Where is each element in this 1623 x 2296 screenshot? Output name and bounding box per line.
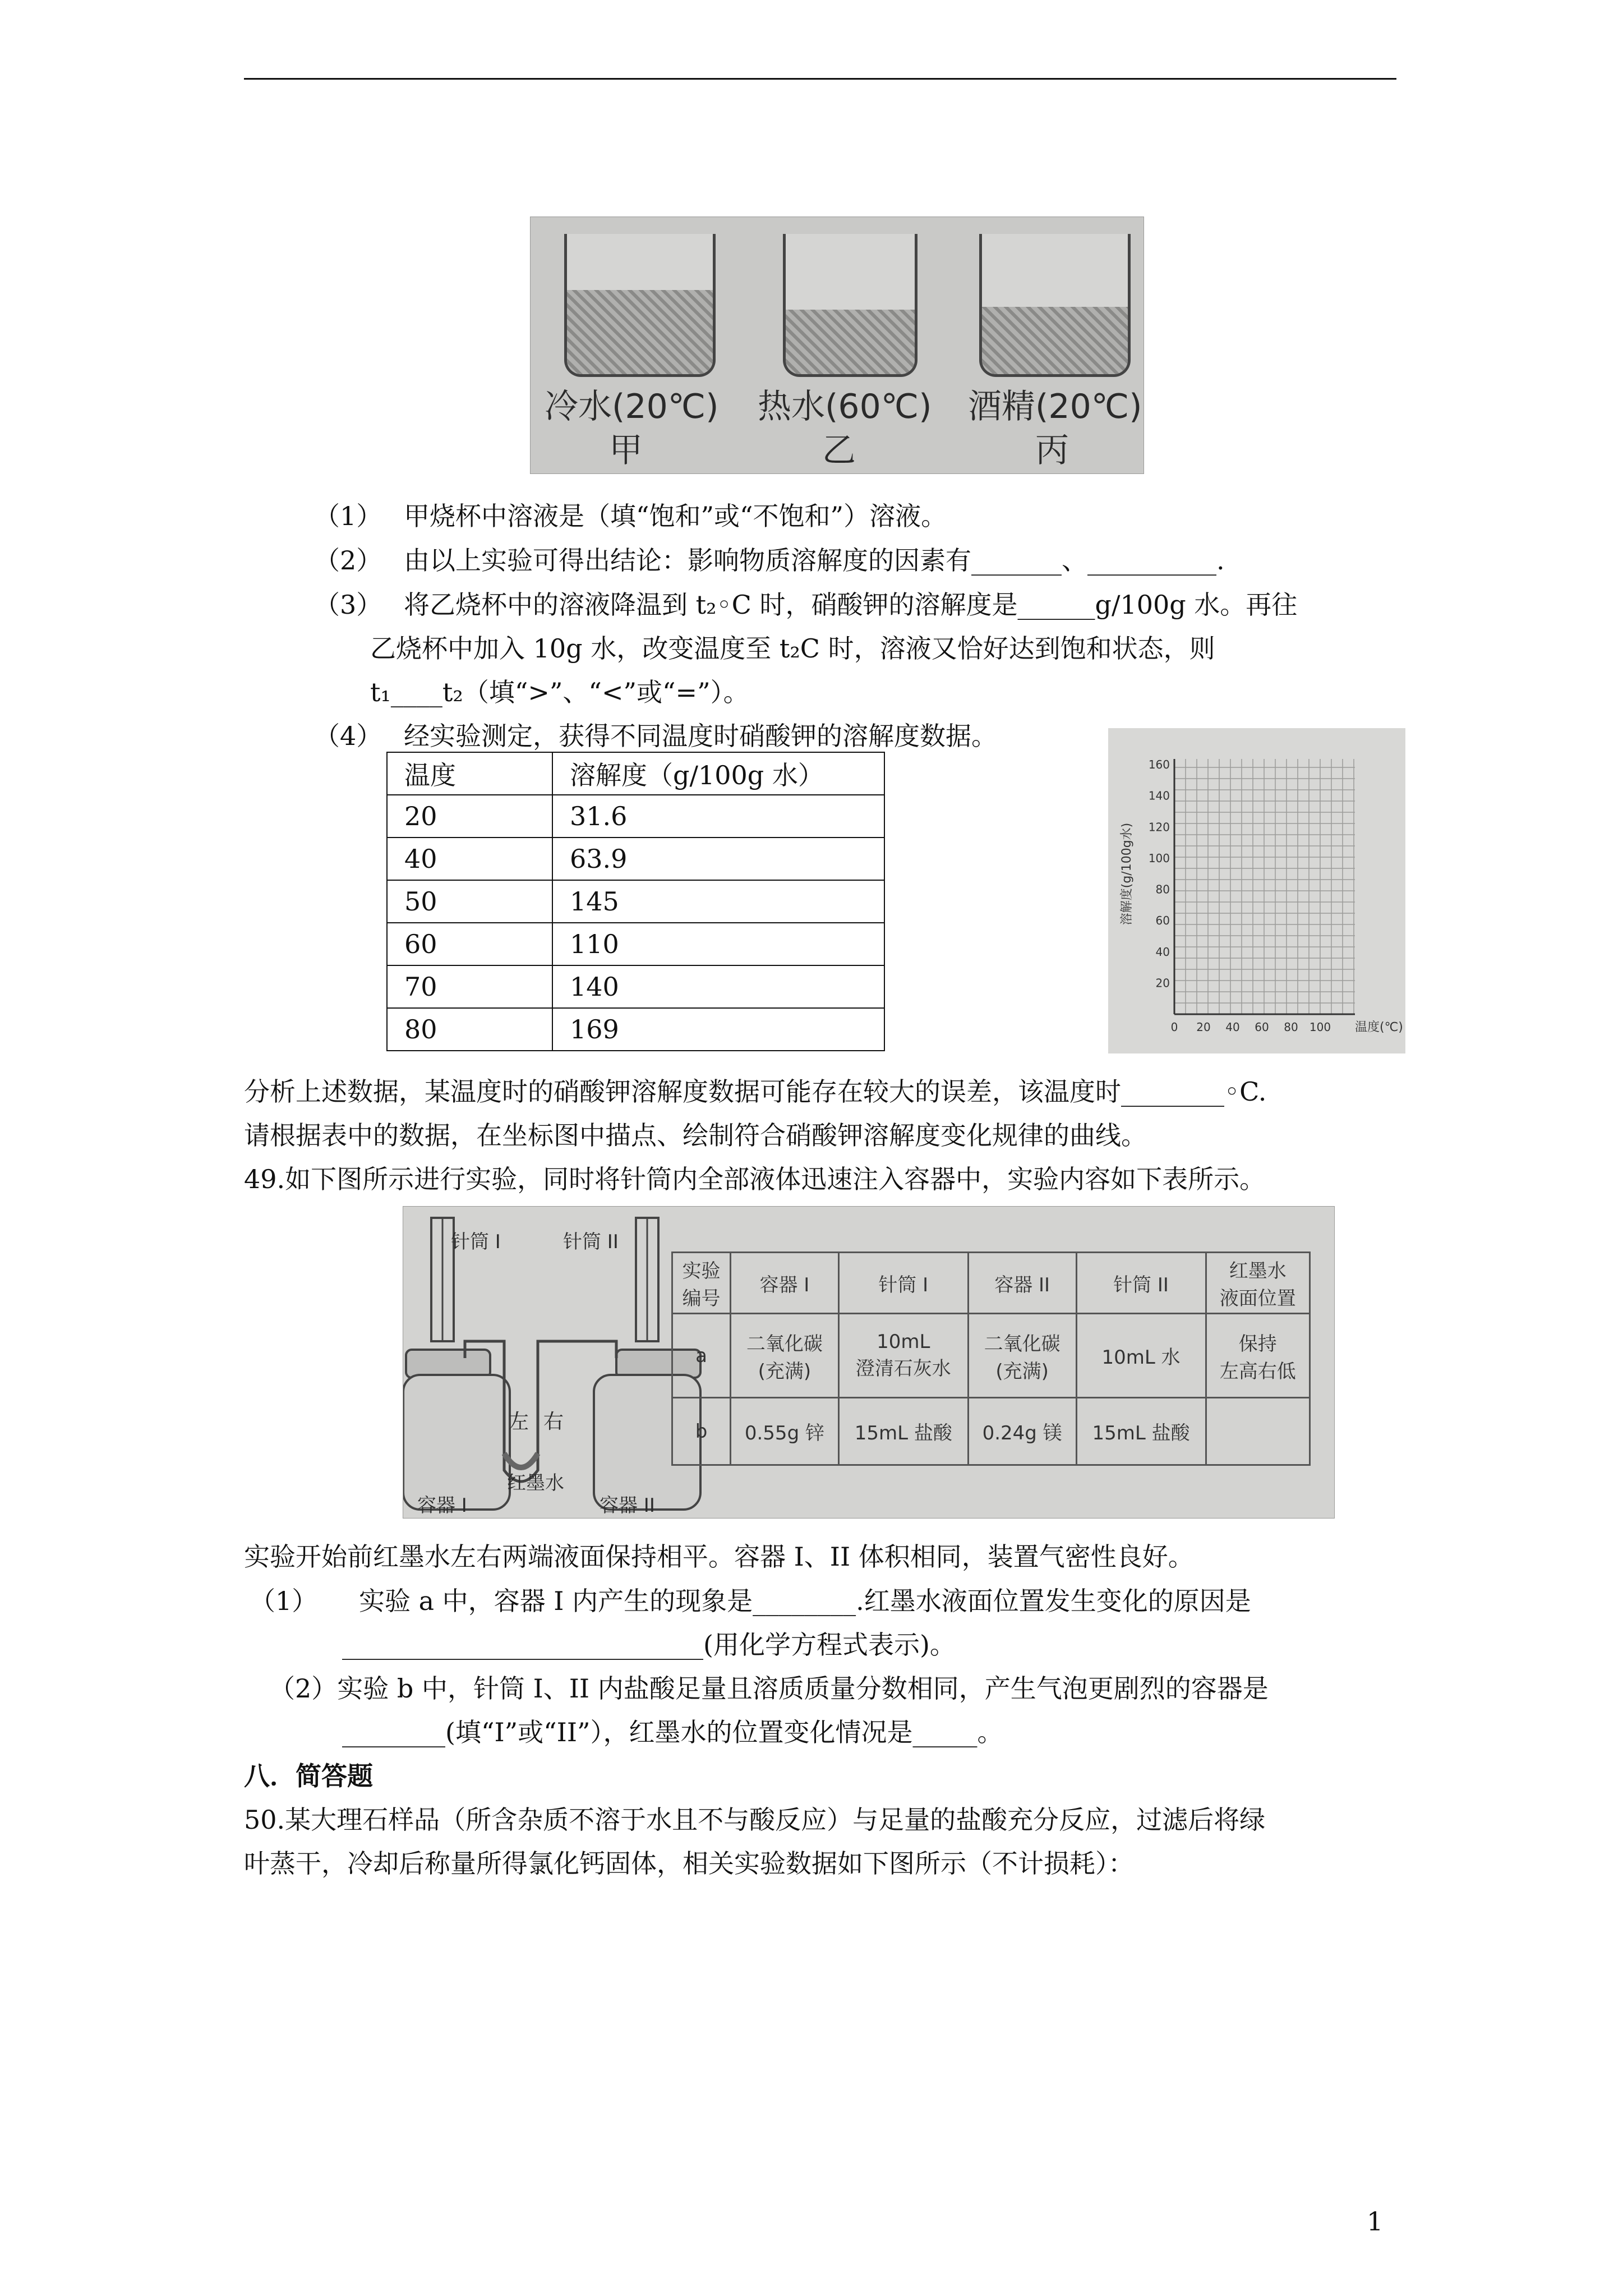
table-cell: 0.55g 锌 [731, 1398, 839, 1465]
table-row [387, 923, 884, 965]
table-cell: 10mL 澄清石灰水 [838, 1314, 968, 1398]
table-row [672, 1253, 1310, 1314]
y-tick-label: 20 [1155, 976, 1170, 990]
table-row [387, 965, 884, 1008]
table-cell: 0.24g 镁 [968, 1398, 1076, 1465]
table-cell: 二氧化碳 (充满) [731, 1314, 839, 1398]
table-cell: 15mL 盐酸 [1076, 1398, 1206, 1465]
y-tick-label: 160 [1148, 758, 1170, 771]
y-tick-label: 100 [1148, 851, 1170, 865]
ink-label: 红墨水 [507, 1472, 564, 1494]
right-label: 右 [543, 1410, 564, 1433]
table-row [387, 838, 884, 880]
table-cell: 110 [552, 923, 884, 965]
container-1-label: 容器 I [417, 1494, 467, 1517]
graph-x-label: 温度(℃) [1355, 1020, 1403, 1034]
table-cell: 140 [552, 965, 884, 1008]
y-tick-label: 80 [1155, 882, 1170, 896]
table-header: 温度 [387, 752, 552, 795]
q49-sub1-num: （1） [250, 1586, 318, 1616]
beaker-label-2: 热水(60℃) [758, 387, 932, 426]
x-tick-label: 40 [1225, 1020, 1240, 1034]
page-number: 1 [1367, 2206, 1384, 2237]
q49-sub1-line1: 实验 a 中，容器 I 内产生的现象是________.红墨水液面位置发生变化的原因是 [359, 1586, 1251, 1616]
graph-photo [1108, 728, 1405, 1053]
y-tick-label: 60 [1155, 914, 1170, 928]
q48-2-text: 由以上实验可得出结论：影响物质溶解度的因素有_______、__________. [404, 545, 1225, 576]
table-cell [1206, 1398, 1310, 1465]
table-row [672, 1398, 1310, 1465]
q48-4-num: （4） [314, 721, 382, 751]
table-cell: 70 [387, 965, 552, 1008]
q48-2-num: （2） [314, 545, 382, 576]
x-tick-label: 60 [1255, 1020, 1269, 1034]
syringe-2-label: 针筒 II [563, 1231, 619, 1253]
table-cell: a [672, 1314, 731, 1398]
table-row [387, 1008, 884, 1051]
table-cell: 15mL 盐酸 [838, 1398, 968, 1465]
beaker-label-1: 冷水(20℃) [545, 387, 719, 426]
table-cell: 60 [387, 923, 552, 965]
q48-3-cont2: t₁____t₂（填“>”、“<”或“=”）。 [370, 677, 749, 707]
table-cell: 二氧化碳 (充满) [968, 1314, 1076, 1398]
table-cell: 40 [387, 838, 552, 880]
left-label: 左 [509, 1410, 529, 1433]
apparatus-photo [403, 1206, 1335, 1519]
q48-3-cont1: 乙烧杯中加入 10g 水，改变温度至 t₂C 时，溶液又恰好达到饱和状态，则 [370, 633, 1215, 664]
beaker-jia [564, 234, 716, 377]
table-cell: 145 [552, 880, 884, 923]
q50-line2: 叶蒸干，冷却后称量所得氯化钙固体，相关实验数据如下图所示（不计损耗）： [244, 1848, 1134, 1879]
container-2-label: 容器 II [600, 1494, 655, 1517]
q48-analysis-1: 分析上述数据，某温度时的硝酸钾溶解度数据可能存在较大的误差，该温度时________◦C. [244, 1076, 1267, 1107]
table-cell: 63.9 [552, 838, 884, 880]
q50-line1: 50.某大理石样品（所含杂质不溶于水且不与酸反应）与足量的盐酸充分反应，过滤后将绿 [244, 1805, 1266, 1835]
solubility-table [386, 752, 885, 1051]
blank-coordinate-grid [1108, 728, 1405, 1053]
table-cell: 20 [387, 795, 552, 838]
table-cell: 169 [552, 1008, 884, 1051]
table-header: 红墨水 液面位置 [1206, 1253, 1310, 1314]
q48-analysis-2: 请根据表中的数据，在坐标图中描点、绘制符合硝酸钾溶解度变化规律的曲线。 [244, 1120, 1147, 1151]
q49-sub2-line1: （2）实验 b 中，针筒 I、II 内盐酸足量且溶质质量分数相同，产生气泡更剧烈的容器是 [269, 1673, 1269, 1704]
y-tick-label: 40 [1155, 945, 1170, 959]
q48-1-num: （1） [314, 501, 382, 531]
beaker-photo [530, 217, 1144, 474]
q49-title: 49.如下图所示进行实验，同时将针筒内全部液体迅速注入容器中，实验内容如下表所示。 [244, 1164, 1266, 1194]
x-tick-label: 80 [1284, 1020, 1298, 1034]
table-cell: 保持 左高右低 [1206, 1314, 1310, 1398]
q49-sub1-line2: ____________________________(用化学方程式表示)。 [342, 1630, 956, 1660]
section-8-heading: 八．简答题 [244, 1761, 373, 1791]
y-tick-label: 140 [1148, 789, 1170, 803]
table-header: 针筒 I [838, 1253, 968, 1314]
x-tick-label: 100 [1309, 1020, 1331, 1034]
q49-sub2-line2: ________(填“I”或“II”），红墨水的位置变化情况是_____。 [342, 1717, 1003, 1747]
table-row [387, 880, 884, 923]
table-header: 容器 II [968, 1253, 1076, 1314]
beaker-yi [783, 234, 917, 377]
beaker-label-3: 酒精(20℃) [968, 387, 1142, 426]
table-header: 溶解度（g/100g 水） [552, 752, 884, 795]
graph-y-label: 溶解度(g/100g水) [1120, 822, 1134, 926]
q49-note: 实验开始前红墨水左右两端液面保持相平。容器 I、II 体积相同，装置气密性良好。 [244, 1542, 1194, 1572]
beaker-bing [979, 234, 1131, 377]
table-header: 容器 I [731, 1253, 839, 1314]
table-cell: 10mL 水 [1076, 1314, 1206, 1398]
header-rule [244, 78, 1396, 80]
table-header: 实验 编号 [672, 1253, 731, 1314]
q48-3-text: 将乙烧杯中的溶液降温到 t₂◦C 时，硝酸钾的溶解度是______g/100g 水。再往 [404, 590, 1298, 620]
table-row [387, 752, 884, 795]
table-cell: 31.6 [552, 795, 884, 838]
x-tick-label: 20 [1196, 1020, 1211, 1034]
y-tick-label: 120 [1148, 820, 1170, 834]
table-cell: 80 [387, 1008, 552, 1051]
experiment-table [671, 1251, 1311, 1466]
x-tick-label: 0 [1170, 1020, 1178, 1034]
q48-4-text: 经实验测定，获得不同温度时硝酸钾的溶解度数据。 [404, 721, 997, 751]
beaker-sub-2: 乙 [822, 431, 856, 470]
q48-1-text: 甲烧杯中溶液是（填“饱和”或“不饱和”）溶液。 [404, 501, 947, 531]
beaker-sub-1: 甲 [609, 431, 643, 470]
syringe-1-label: 针筒 I [451, 1231, 501, 1253]
table-row [672, 1314, 1310, 1398]
table-row [387, 795, 884, 838]
beaker-sub-3: 丙 [1035, 431, 1069, 470]
table-header: 针筒 II [1076, 1253, 1206, 1314]
table-cell: 50 [387, 880, 552, 923]
q48-3-num: （3） [314, 590, 382, 620]
table-cell: b [672, 1398, 731, 1465]
